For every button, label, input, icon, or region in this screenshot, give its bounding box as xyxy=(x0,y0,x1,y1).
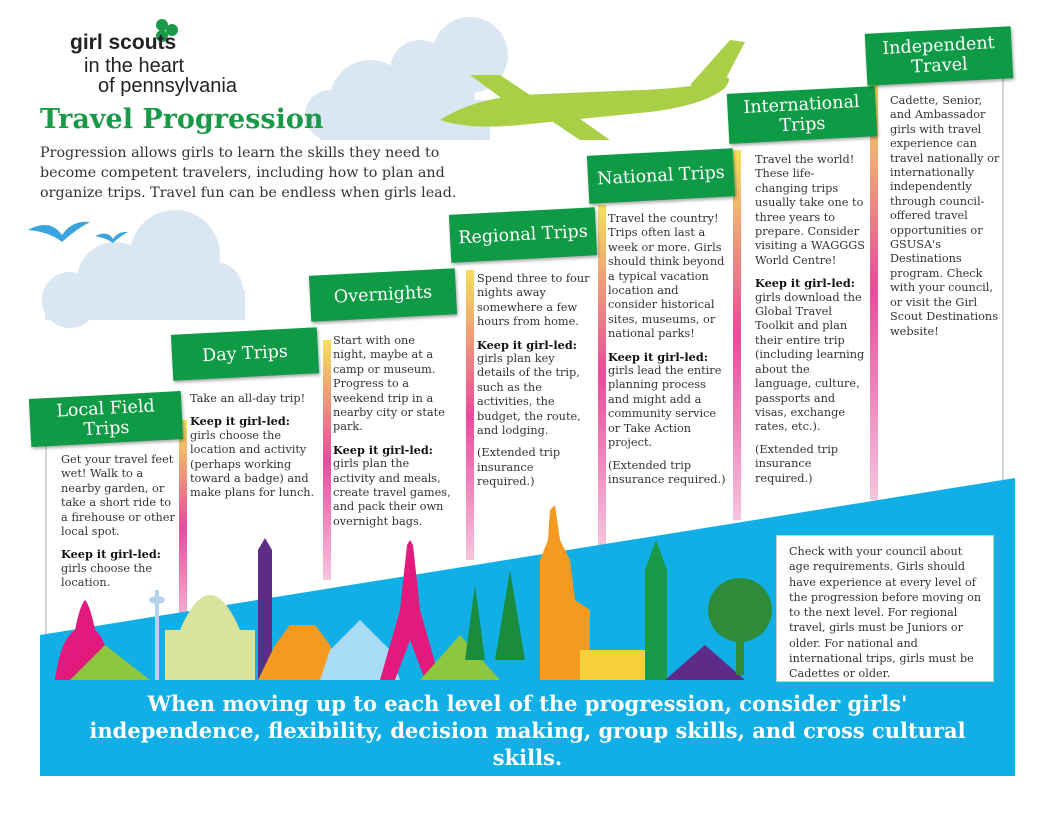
logo-brand: girl scouts xyxy=(70,31,177,54)
girl-led-heading: Keep it girl-led: xyxy=(755,276,855,291)
age-requirements-note: Check with your council about age requirements. Girls should have experience at every level of the progression before moving on to the next level. For regional travel, girls must be Juniors or older. For national and international trips, girls must be Cadettes or older. xyxy=(776,535,994,682)
level-column-independent-travel xyxy=(890,94,1002,347)
level-label-overnights: Overnights xyxy=(309,268,457,322)
level-label-independent-travel: Independent Travel xyxy=(865,26,1014,86)
level-description: Get your travel feet wet! Walk to a nearby garden, or take a short ride to a firehouse or other local spot. xyxy=(61,453,175,539)
girl-led-text: girls choose the location and activity (perhaps working toward a badge) and make plans for lunch. xyxy=(190,428,315,500)
level-column-day-trips xyxy=(190,392,318,509)
girl-led-heading: Keep it girl-led: xyxy=(190,414,290,429)
level-label-day-trips: Day Trips xyxy=(171,327,319,381)
level-label-national-trips: National Trips xyxy=(587,148,735,204)
level-column-national-trips xyxy=(608,212,726,495)
level-description: Travel the country! Trips often last a week or more. Girls should think beyond a typical vacation location and consider historical sites, museums, or national parks! xyxy=(608,212,725,341)
level-column-overnights xyxy=(333,334,451,537)
girl-led-heading: Keep it girl-led: xyxy=(477,337,577,352)
level-description: Cadette, Senior, and Ambassador girls with travel experience can travel nationally or internationally independently through council-offered travel opportunities or GSUSA's Destinations program. Check with your council, or visit the Girl Scout Destinations website! xyxy=(890,94,1000,338)
girl-led-text: girls choose the location. xyxy=(61,561,153,590)
girl-led-text: girls plan key details of the trip, such as the activities, the budget, the route, and lodging. xyxy=(477,352,581,438)
girl-led-text: girls plan the activity and meals, create travel games, and pack their own overnight bags. xyxy=(333,457,451,528)
insurance-note: (Extended trip insurance required.) xyxy=(477,446,561,489)
level-description: Travel the world! These life-changing trips usually take one to three years to prepare. Consider visiting a WAGGGS World Centre! xyxy=(755,153,866,267)
intro-text: Progression allows girls to learn the skills they need to become competent travelers, including how to plan and organize trips. Travel fun can be endless when girls lead. xyxy=(40,145,457,201)
level-column-regional-trips xyxy=(477,272,592,498)
girl-led-text: girls download the Global Travel Toolkit and plan their entire trip (including learning about the language, culture, passports and visas, exchange rates, etc.). xyxy=(755,290,865,434)
girl-led-heading: Keep it girl-led: xyxy=(333,442,433,457)
level-column-international-trips xyxy=(755,153,867,494)
page-title: Travel Progression xyxy=(40,104,324,135)
level-description: Spend three to four nights away somewhere a few hours from home. xyxy=(477,272,590,329)
insurance-note: (Extended trip insurance required.) xyxy=(755,442,839,485)
girl-led-heading: Keep it girl-led: xyxy=(61,547,161,562)
girl-led-text: girls lead the entire planning process and might add a community service or Take Action project. xyxy=(608,364,722,450)
level-label-international-trips: International Trips xyxy=(727,86,877,144)
level-column-local-field-trips xyxy=(61,453,176,599)
bird-icon xyxy=(28,222,90,242)
girl-led-heading: Keep it girl-led: xyxy=(608,349,708,364)
level-label-regional-trips: Regional Trips xyxy=(449,207,597,263)
level-description: Start with one night, maybe at a camp or museum. Progress to a weekend trip in a nearby city or state park. xyxy=(333,334,445,434)
logo-subtitle-line2: of pennsylvania xyxy=(98,75,237,97)
level-label-local-field-trips: Local Field Trips xyxy=(29,391,183,447)
logo-subtitle-line1: in the heart xyxy=(84,55,185,77)
bird-icon xyxy=(95,232,128,243)
insurance-note: (Extended trip insurance required.) xyxy=(608,458,726,486)
bottom-banner: When moving up to each level of the progression, consider girls' independence, flexibility, decision making, group skills, and cross cultural skills. xyxy=(40,684,1015,776)
level-description: Take an all-day trip! xyxy=(190,392,306,405)
